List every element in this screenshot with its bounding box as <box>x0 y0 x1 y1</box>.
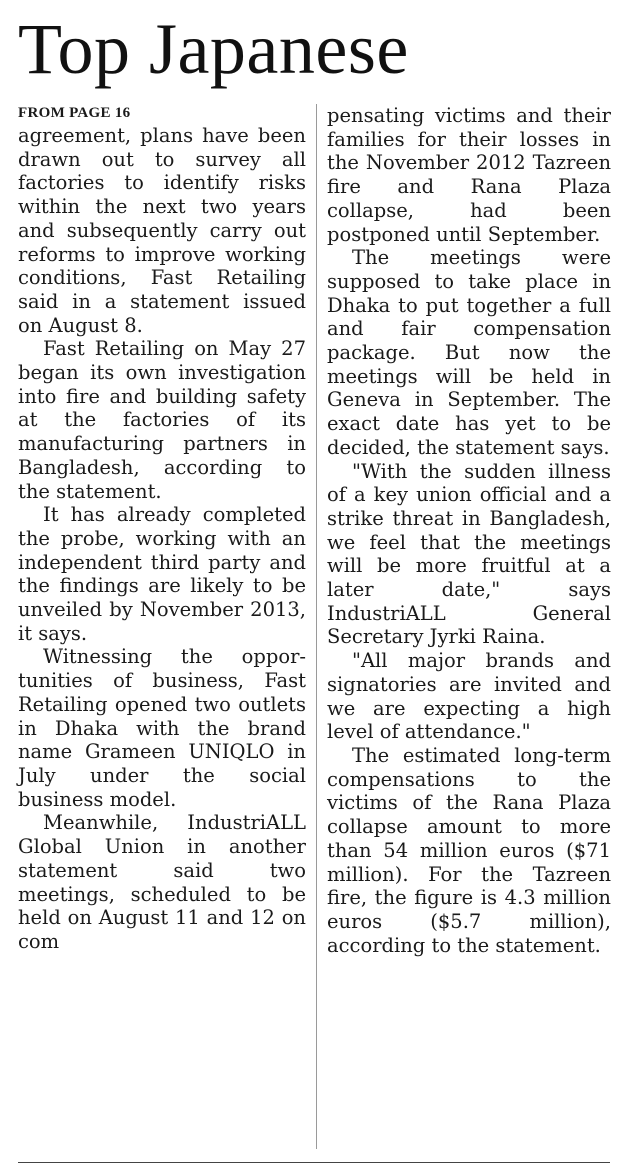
headline: Top Japanese <box>18 9 409 89</box>
paragraph-left-1: agreement, plans have been drawn out to survey all factories to identify risks within the next two years and subsequently carry out reforms to improve working conditions, Fast Retailing said in a statement issued on August 8. <box>18 124 306 337</box>
left-column <box>18 104 306 954</box>
column-divider <box>316 104 317 1149</box>
right-column <box>327 104 611 957</box>
paragraph-right-2: The meetings were supposed to take place in Dhaka to put together a full and fair compensation package. But now the meetings will be held in Geneva in September. The exact date has yet to be decided, the statement says. <box>327 246 611 459</box>
paragraph-left-5: Meanwhile, IndustriALL Global Union in another statement said two meetings, scheduled to be held on August 11 and 12 on com <box>18 811 306 953</box>
paragraph-left-3: It has already completed the probe, working with an independent third party and the findings are likely to be unveiled by November 2013, it says. <box>18 503 306 645</box>
paragraph-left-4: Witnessing the opportunities of business, Fast Retailing opened two outlets in Dhaka with the brand name Grameen UNIQLO in July under the social business model. <box>18 645 306 811</box>
paragraph-right-4: "All major brands and signatories are invited and we are expecting a high level of attendance." <box>327 649 611 744</box>
paragraph-right-5: The estimated long-term compensations to the victims of the Rana Plaza collapse amount to more than 54 million euros ($71 million). For the Tazreen fire, the figure is 4.3 million euros ($5.7 million), according to the statement. <box>327 743 611 957</box>
paragraph-right-1: pensating victims and their families for their losses in the November 2012 Tazreen fire and Rana Plaza collapse, had been postponed until September. <box>327 104 611 246</box>
bottom-rule <box>18 1162 610 1163</box>
jump-line: FROM PAGE 16 <box>18 105 131 121</box>
paragraph-right-3: "With the sudden illness of a key union official and a strike threat in Bangladesh, we feel that the meetings will be more fruitful at a later date," says IndustriALL General Secretary Jyrki Raina. <box>327 459 611 649</box>
paragraph-left-2: Fast Retailing on May 27 began its own investigation into fire and building safety at the factories of its manufacturing partners in Bangladesh, according to the statement. <box>18 337 306 503</box>
